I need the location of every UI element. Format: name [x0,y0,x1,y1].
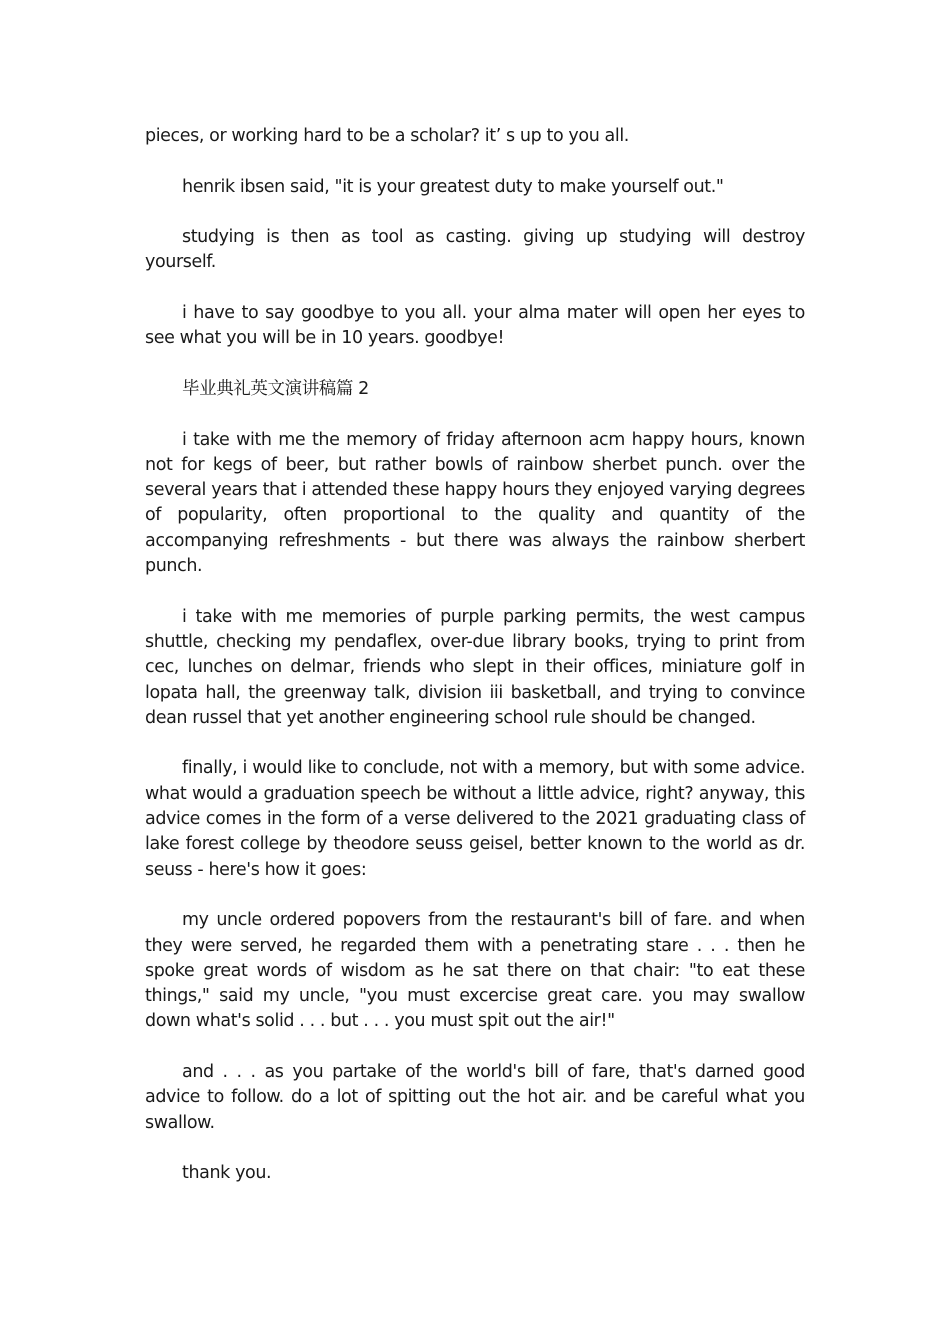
paragraph-continuation: pieces, or working hard to be a scholar? it’ s up to you all. [145,126,629,146]
paragraph-advice: finally, i would like to conclude, not with a memory, but with some advice. what would a graduation speech be without a little advice, right? anyway, this advice comes in the form of a verse delivered to the 2021 graduating class of lake forest college by theodore seuss geisel, better known to the world as dr. seuss - here's how it goes: [145,758,805,880]
paragraph-goodbye: i have to say goodbye to you all. your alma mater will open her eyes to see what you will be in 10 years. goodbye! [145,303,805,349]
document-body [145,124,805,1212]
paragraph-studying: studying is then as tool as casting. giving up studying will destroy yourself. [145,227,805,273]
paragraph-verse: my uncle ordered popovers from the restaurant's bill of fare. and when they were served, he regarded them with a penetrating stare . . . then he spoke great words of wisdom as he sat there on that chair: "to eat these things," said my uncle, "you must excercise great care. you may swallow down what's solid . . . but . . . you must spit out the air!" [145,910,805,1032]
paragraph-happy-hours: i take with me the memory of friday afternoon acm happy hours, known not for kegs of beer, but rather bowls of rainbow sherbet punch. over the several years that i attended these happy hours they enjoyed varying degrees of popularity, often proportional to the quality and quantity of the accompanying refreshments - but there was always the rainbow sherbert punch. [145,429,805,577]
paragraph-thank-you: thank you. [182,1163,272,1184]
paragraph-ibsen-quote: henrik ibsen said, "it is your greatest duty to make yourself out." [182,176,724,197]
paragraph-memories: i take with me memories of purple parking permits, the west campus shuttle, checking my pendaflex, over-due library books, trying to print from cec, lunches on delmar, friends who slept in their offices, miniature golf in lopata hall, the greenway talk, division iii basketball, and trying to convince dean russel that yet another engineering school rule should be changed. [145,606,805,728]
section-heading: 毕业典礼英文演讲稿篇 2 [182,378,369,399]
paragraph-bill-of-fare: and . . . as you partake of the world's bill of fare, that's darned good advice to follow. do a lot of spitting out the hot air. and be careful what you swallow. [145,1061,805,1133]
